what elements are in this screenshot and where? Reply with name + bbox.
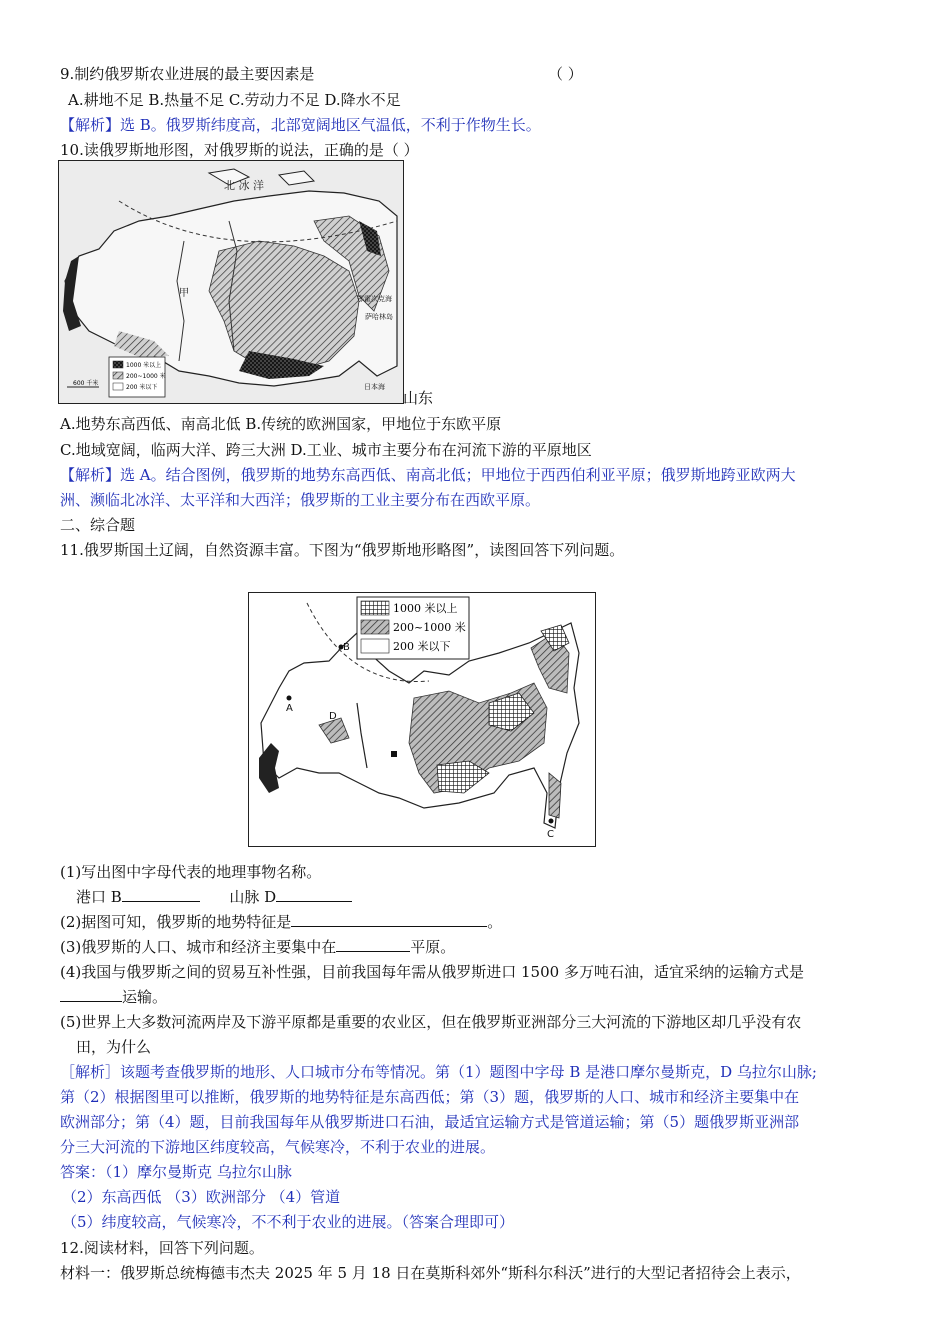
q11-s3-blank[interactable]: [336, 935, 410, 952]
q9-analysis-tag: 【解析】: [60, 116, 121, 134]
q10-analysis-text-1: 选 A。结合图例，俄罗斯的地势东高西低、南高北低；甲地位于西西伯利亚平原；俄罗斯地跨亚欧两大: [120, 466, 796, 484]
q10-analysis-1: [60, 463, 796, 487]
q10-stem: 10.读俄罗斯地形图，对俄罗斯的说法，正确的是（ ）: [60, 141, 419, 159]
map2-svg: [249, 593, 595, 846]
q9-paren: （ ）: [548, 65, 583, 83]
q10-analysis-2: 洲、濒临北冰洋、太平洋和大西洋；俄罗斯的工业主要分布在西欧平原。: [60, 491, 541, 509]
map1-svg: [59, 161, 403, 403]
q11-s4-blank[interactable]: [60, 985, 122, 1002]
map1-legend-3: 200 米以下: [126, 384, 158, 391]
map1-arctic-label: 北 冰 洋: [224, 179, 264, 192]
q11-s4b: 运输。: [122, 988, 168, 1006]
q11-mountain-d-blank[interactable]: [276, 885, 352, 902]
q11-s3b: 平原。: [410, 938, 456, 956]
q11-s2: (2)据图可知，俄罗斯的地势特征是: [60, 913, 292, 931]
q11-exp-3: 欧洲部分；第（4）题，目前我国每年从俄罗斯进口石油，最适宜运输方式是管道运输；第（5）题俄罗斯亚洲部: [60, 1113, 800, 1131]
map1-sakhalin-label: 萨哈林岛: [365, 313, 393, 321]
q10-opt-cd: C.地域宽阔，临两大洋、跨三大洲 D.工业、城市主要分布在河流下游的平原地区: [60, 441, 592, 459]
map1-legend-2: 200~1000 米: [126, 373, 166, 380]
map2-legend-3: 200 米以下: [393, 640, 451, 653]
q11-exp-1: ［解析］该题考查俄罗斯的地形、人口城市分布等情况。第（1）题图中字母 B 是港口摩尔曼斯克，D 乌拉尔山脉;: [60, 1063, 817, 1081]
q9-analysis-text: 选 B。俄罗斯纬度高，北部宽阔地区气温低，不利于作物生长。: [120, 116, 541, 134]
q11-s3a: (3)俄罗斯的人口、城市和经济主要集中在: [60, 938, 337, 956]
q11-exp-4: 分三大河流的下游地区纬度较高，气候寒冷，不利于农业的进展。: [60, 1138, 496, 1156]
map1-scale: 600 千米: [73, 380, 99, 387]
q11-s4a: (4)我国与俄罗斯之间的贸易互补性强，目前我国每年需从俄罗斯进口 1500 多万吨石油，适宜采纳的运输方式是: [60, 963, 804, 981]
map1-japansea-label: 日本海: [364, 383, 385, 391]
q11-s4-line: [60, 985, 167, 1009]
q11-exp-2: 第（2）根据图里可以推断，俄罗斯的地势特征是东高西低；第（3）题，俄罗斯的人口、城市和经济主要集中在: [60, 1088, 800, 1106]
map2-label-a: A: [286, 703, 293, 714]
q11-answer-3: （5）纬度较高，气候寒冷，不不利于农业的进展。（答案合理即可）: [62, 1213, 515, 1231]
q11-mountain-d-label: 山脉 D: [229, 888, 277, 906]
map2-label-c: C: [547, 829, 554, 840]
q11-s1: (1)写出图中字母代表的地理事物名称。: [60, 863, 322, 881]
q11-s2-line: [60, 910, 502, 934]
q9-stem-line: [60, 62, 314, 86]
q10-analysis-tag: 【解析】: [60, 466, 121, 484]
map1-okhotsk-label: 鄂霍次克海: [357, 295, 392, 303]
q9-stem: 9.制约俄罗斯农业进展的最主要因素是: [60, 65, 315, 83]
q11-stem: 11.俄罗斯国土辽阔，自然资源丰富。下图为“俄罗斯地形略图”，读图回答下列问题。: [60, 541, 625, 559]
q9-options: A.耕地不足 B.热量不足 C.劳动力不足 D.降水不足: [68, 91, 401, 109]
q12-material: 材料一：俄罗斯总统梅德韦杰夫 2025 年 5 月 18 日在莫斯科郊外“斯科尔科沃”进行的大型记者招待会上表示，: [60, 1264, 801, 1282]
q11-port-b-blank[interactable]: [122, 885, 200, 902]
q11-port-b-label: 港口 B: [76, 888, 122, 906]
q11-s5a: (5)世界上大多数河流两岸及下游平原都是重要的农业区，但在俄罗斯亚洲部分三大河流的下游地区却几乎没有农: [60, 1013, 802, 1031]
q12-stem: 12.阅读材料，回答下列问题。: [60, 1239, 264, 1257]
q11-s2-end: 。: [487, 913, 503, 931]
q11-answer-2: （2）东高西低 （3）欧洲部分 （4）管道: [62, 1188, 341, 1206]
q11-s3-line: [60, 935, 455, 959]
map2-label-b: B: [343, 642, 350, 653]
map1-jia-label: 甲: [179, 288, 189, 299]
q11-s2-blank[interactable]: [291, 910, 487, 927]
q11-answer-1: 答案：（1）摩尔曼斯克 乌拉尔山脉: [60, 1163, 292, 1181]
map1-legend-1: 1000 米以上: [126, 362, 162, 369]
map2-label-d: D: [329, 711, 337, 722]
q11-s5b: 田，为什么: [76, 1038, 152, 1056]
q11-s1-blanks: [76, 885, 352, 909]
map2-legend-2: 200~1000 米: [393, 621, 466, 634]
section-2-title: 二、综合题: [60, 516, 136, 534]
q10-opt-ab: A.地势东高西低、南高北低 B.传统的欧洲国家，甲地位于东欧平原: [60, 415, 502, 433]
russia-terrain-map-1: [58, 160, 404, 404]
q9-analysis: [60, 113, 541, 137]
q10-after-map: 山东: [403, 389, 434, 407]
russia-terrain-map-2: [248, 592, 596, 847]
map2-legend-1: 1000 米以上: [393, 602, 458, 615]
